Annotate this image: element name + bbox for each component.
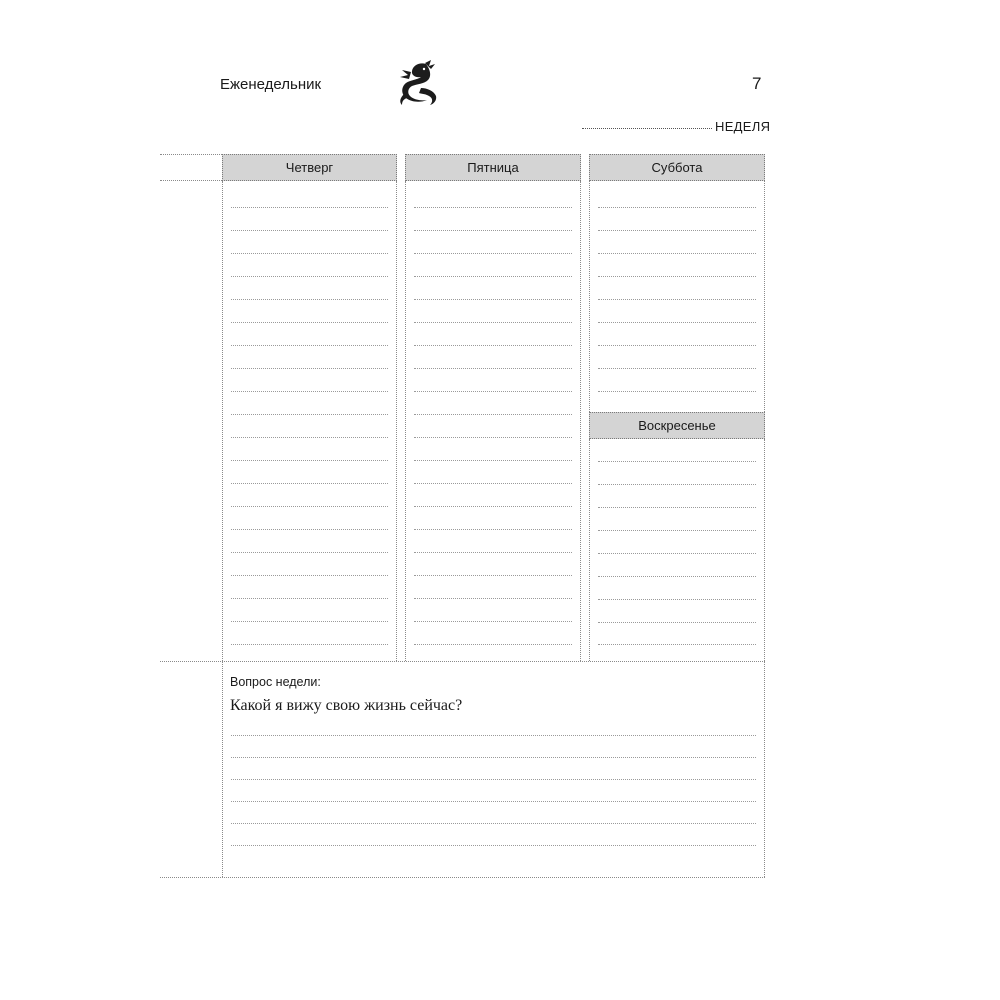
day-header-friday: Пятница [405,154,581,181]
writing-line[interactable] [231,322,388,323]
writing-line[interactable] [231,276,388,277]
writing-line[interactable] [414,460,572,461]
answer-line[interactable] [231,801,756,802]
writing-line[interactable] [598,622,756,623]
writing-line[interactable] [231,299,388,300]
day-column-friday[interactable] [405,181,581,661]
writing-line[interactable] [598,253,756,254]
dragon-logo-icon [396,60,440,106]
writing-line[interactable] [231,437,388,438]
writing-line[interactable] [598,461,756,462]
writing-line[interactable] [231,253,388,254]
writing-line[interactable] [598,368,756,369]
writing-line[interactable] [414,368,572,369]
writing-line[interactable] [598,530,756,531]
writing-line[interactable] [414,391,572,392]
writing-line[interactable] [231,230,388,231]
question-box [222,661,765,877]
week-number-blank[interactable] [582,128,712,129]
writing-line[interactable] [414,529,572,530]
writing-line[interactable] [231,506,388,507]
answer-line[interactable] [231,845,756,846]
writing-line[interactable] [414,299,572,300]
writing-line[interactable] [231,483,388,484]
margin-line [160,154,222,155]
day-header-thursday: Четверг [222,154,397,181]
writing-line[interactable] [231,575,388,576]
answer-line[interactable] [231,735,756,736]
question-text: Какой я вижу свою жизнь сейчас? [230,697,463,714]
day-column-sunday[interactable] [589,439,765,661]
day-column-thursday[interactable] [222,181,397,661]
writing-line[interactable] [598,576,756,577]
writing-line[interactable] [231,598,388,599]
writing-line[interactable] [231,529,388,530]
writing-line[interactable] [414,437,572,438]
writing-line[interactable] [414,506,572,507]
writing-line[interactable] [231,368,388,369]
writing-line[interactable] [414,644,572,645]
section-divider [160,877,765,878]
week-field[interactable] [582,119,770,134]
writing-line[interactable] [598,230,756,231]
writing-line[interactable] [414,345,572,346]
writing-line[interactable] [598,644,756,645]
writing-line[interactable] [598,322,756,323]
writing-line[interactable] [598,553,756,554]
writing-line[interactable] [231,391,388,392]
writing-line[interactable] [598,299,756,300]
writing-line[interactable] [598,276,756,277]
writing-line[interactable] [414,207,572,208]
writing-line[interactable] [414,575,572,576]
day-header-saturday: Суббота [589,154,765,181]
writing-line[interactable] [231,207,388,208]
writing-line[interactable] [414,552,572,553]
writing-line[interactable] [598,507,756,508]
writing-line[interactable] [231,552,388,553]
writing-line[interactable] [414,322,572,323]
writing-line[interactable] [231,460,388,461]
writing-line[interactable] [598,484,756,485]
day-column-saturday[interactable] [589,181,765,412]
writing-line[interactable] [414,253,572,254]
writing-line[interactable] [414,276,572,277]
writing-line[interactable] [598,599,756,600]
writing-line[interactable] [414,483,572,484]
margin-line [160,180,222,181]
week-label: НЕДЕЛЯ [715,119,771,134]
writing-line[interactable] [231,345,388,346]
answer-line[interactable] [231,757,756,758]
writing-line[interactable] [598,345,756,346]
writing-line[interactable] [414,414,572,415]
answer-line[interactable] [231,779,756,780]
writing-line[interactable] [231,621,388,622]
writing-line[interactable] [598,207,756,208]
writing-line[interactable] [231,414,388,415]
book-title: Еженедельник [220,76,322,93]
writing-line[interactable] [414,598,572,599]
day-header-sunday: Воскресенье [589,412,765,439]
question-label: Вопрос недели: [230,675,321,689]
page-number: 7 [752,74,762,93]
writing-line[interactable] [414,621,572,622]
writing-line[interactable] [231,644,388,645]
answer-line[interactable] [231,823,756,824]
writing-line[interactable] [414,230,572,231]
writing-line[interactable] [598,391,756,392]
